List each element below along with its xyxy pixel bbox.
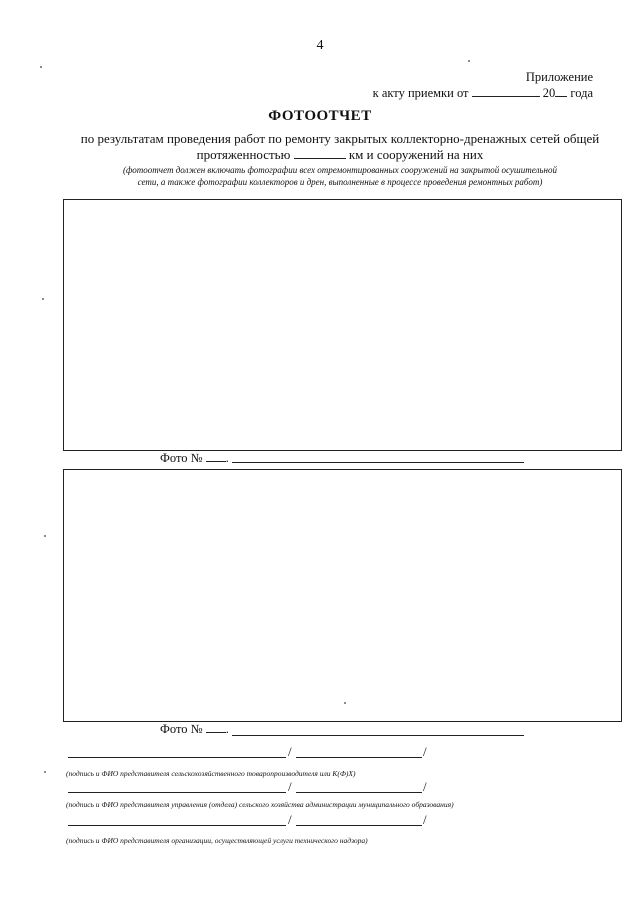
signature-name-line-3[interactable] bbox=[296, 825, 422, 826]
signature-slash-1: / bbox=[288, 744, 292, 759]
note-line-1: (фотоотчет должен включать фотографии всех отремонтированных сооружений на закрытой осушительной bbox=[123, 165, 557, 175]
subtitle-line-1: по результатам проведения работ по ремонту закрытых коллекторно-дренажных сетей общей bbox=[80, 131, 600, 146]
signature-note-1: (подпись и ФИО представителя сельскохозяйственного товаропроизводителя или К(Ф)Х) bbox=[66, 769, 356, 778]
scan-speck bbox=[44, 535, 46, 537]
photo-caption-2 bbox=[160, 722, 229, 737]
photo-sep-2: . bbox=[225, 722, 229, 736]
subtitle-line-2 bbox=[60, 147, 620, 163]
page-number: 4 bbox=[316, 38, 324, 53]
annex-year-suffix: года bbox=[570, 86, 593, 100]
photo-description-line-2[interactable] bbox=[232, 735, 524, 736]
photo-number-blank-2[interactable] bbox=[206, 722, 226, 733]
signature-note-2: (подпись и ФИО представителя управления (отдела) сельского хозяйства администрации муниципального образования) bbox=[66, 800, 454, 809]
annex-ref-prefix: к акту приемки от bbox=[372, 86, 469, 100]
scan-speck bbox=[42, 298, 44, 300]
signature-slash-1b: / bbox=[423, 744, 427, 759]
annex-title: Приложение bbox=[525, 70, 593, 84]
annex-date-blank[interactable] bbox=[472, 86, 540, 97]
scan-speck bbox=[468, 60, 470, 62]
document-title: ФОТООТЧЕТ bbox=[268, 108, 372, 124]
subtitle-length-prefix: протяженностью bbox=[196, 147, 291, 162]
scan-speck bbox=[344, 702, 346, 704]
length-blank[interactable] bbox=[294, 148, 346, 159]
signature-line-3[interactable] bbox=[68, 825, 286, 826]
note-line-2: сети, а также фотографии коллекторов и дрен, выполненные в процессе проведения ремонтных работ) bbox=[137, 177, 543, 187]
signature-slash-2: / bbox=[288, 779, 292, 794]
photo-label-2: Фото № bbox=[160, 722, 203, 736]
scan-speck bbox=[44, 771, 46, 773]
photo-frame-2[interactable] bbox=[63, 469, 622, 722]
subtitle-length-suffix: км и сооружений на них bbox=[348, 147, 484, 162]
signature-note-3: (подпись и ФИО представителя организации, осуществляющей услуги технического надзора) bbox=[66, 836, 368, 845]
photo-description-line-1[interactable] bbox=[232, 462, 524, 463]
signature-name-line-2[interactable] bbox=[296, 792, 422, 793]
signature-slash-3: / bbox=[288, 812, 292, 827]
annex-year-blank[interactable] bbox=[555, 86, 567, 97]
annex-reference bbox=[373, 86, 593, 101]
photo-number-blank-1[interactable] bbox=[206, 451, 226, 462]
photo-label-1: Фото № bbox=[160, 451, 203, 465]
signature-slash-3b: / bbox=[423, 812, 427, 827]
annex-year-prefix: 20 bbox=[542, 86, 556, 100]
photo-sep-1: . bbox=[225, 451, 229, 465]
scan-speck bbox=[40, 66, 42, 68]
photo-frame-1[interactable] bbox=[63, 199, 622, 451]
signature-line-1[interactable] bbox=[68, 757, 286, 758]
signature-slash-2b: / bbox=[423, 779, 427, 794]
signature-name-line-1[interactable] bbox=[296, 757, 422, 758]
photo-caption-1 bbox=[160, 451, 229, 466]
signature-line-2[interactable] bbox=[68, 792, 286, 793]
